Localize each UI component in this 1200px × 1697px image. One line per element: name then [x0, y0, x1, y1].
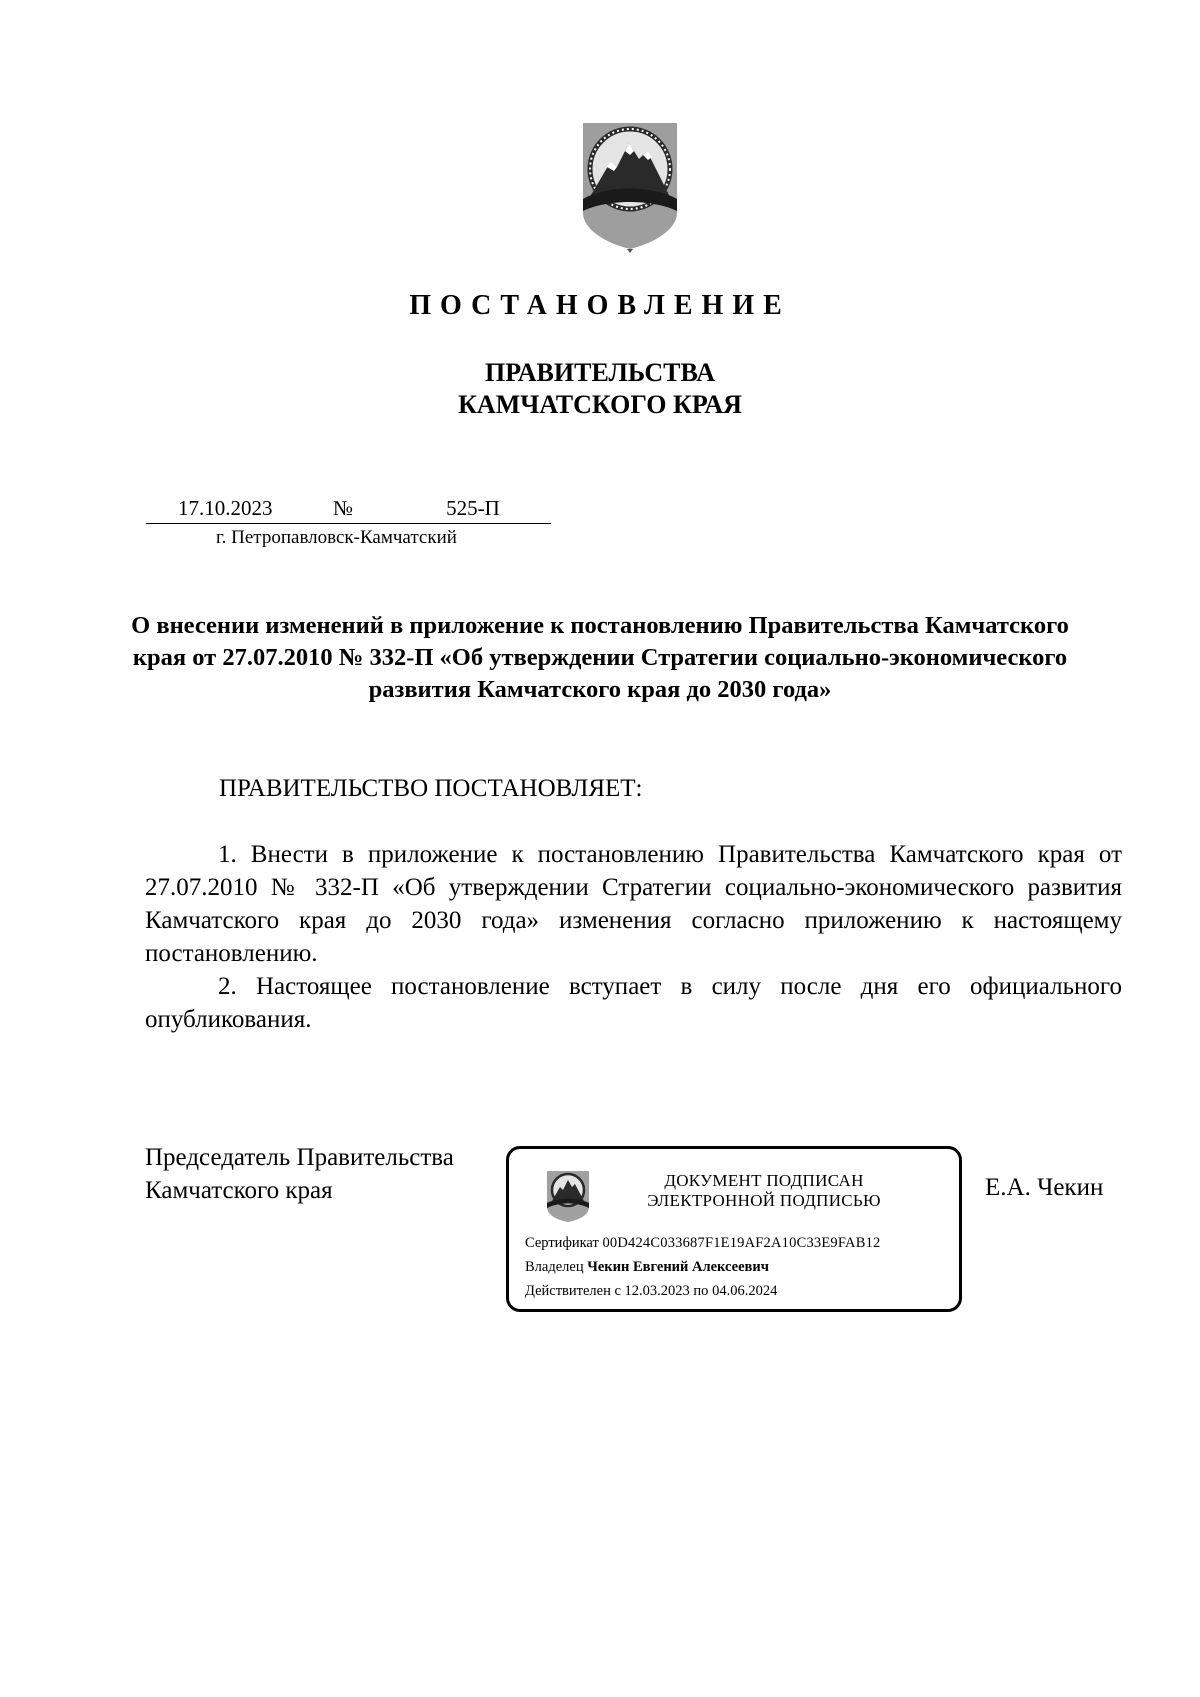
stamp-validity-row	[525, 1283, 777, 1300]
city: г. Петропавловск-Камчатский	[216, 527, 457, 548]
valid-label: Действителен	[525, 1283, 611, 1299]
valid-to-label: по	[693, 1283, 709, 1299]
paragraph-2: 2. Настоящее постановление вступает в силу после дня его официального опубликования.	[145, 973, 1122, 1033]
paragraph-1: 1. Внести в приложение к постановлению Правительства Камчатского края от 27.07.2010 № 332-П «Об утверждении Стратегии социально-экономического развития Камчатского края до 2030 года» изменения согласно приложению к настоящему постановлению.	[145, 841, 1122, 967]
issuer	[0, 357, 1200, 421]
number-sign: №	[333, 496, 354, 520]
signatory-position	[145, 1141, 454, 1207]
stamp-header-line-2: ЭЛЕКТРОННОЙ ПОДПИСЬЮ	[647, 1191, 881, 1210]
certificate-label: Сертификат	[525, 1235, 599, 1251]
document-body	[145, 838, 1122, 1036]
electronic-signature-stamp	[506, 1146, 962, 1312]
stamp-header	[599, 1171, 929, 1211]
stamp-owner-row	[525, 1259, 769, 1276]
issuer-line-2: КАМЧАТСКОГО КРАЯ	[458, 390, 742, 419]
decree-heading: ПРАВИТЕЛЬСТВО ПОСТАНОВЛЯЕТ:	[219, 775, 643, 802]
valid-to: 04.06.2024	[712, 1283, 778, 1299]
date-number-underline	[146, 523, 551, 524]
issuer-line-1: ПРАВИТЕЛЬСТВА	[485, 358, 715, 387]
valid-from-label: с	[614, 1283, 621, 1299]
document-date: 17.10.2023	[178, 496, 273, 520]
document-title: ПОСТАНОВЛЕНИЕ	[409, 290, 791, 321]
document-subject: О внесении изменений в приложение к постановлению Правительства Камчатского края от 27.07.2010 № 332-П «Об утверждении Стратегии социально-экономического развития Камчатского края до 2030 года»	[131, 612, 1069, 703]
owner-label: Владелец	[525, 1259, 584, 1275]
signatory-position-line-2: Камчатского края	[145, 1177, 333, 1204]
signatory-name: Е.А. Чекин	[985, 1174, 1104, 1201]
document-number: 525-П	[446, 496, 500, 520]
valid-from: 12.03.2023	[624, 1283, 690, 1299]
signatory-position-line-1: Председатель Правительства	[145, 1144, 454, 1171]
stamp-header-line-1: ДОКУМЕНТ ПОДПИСАН	[664, 1171, 864, 1190]
certificate-value: 00D424C033687F1E19AF2A10C33E9FAB12	[602, 1235, 881, 1251]
stamp-certificate-row	[525, 1235, 880, 1252]
owner-value: Чекин Евгений Алексеевич	[587, 1259, 769, 1275]
coat-of-arms-icon	[577, 117, 683, 253]
stamp-emblem-icon	[545, 1169, 591, 1223]
